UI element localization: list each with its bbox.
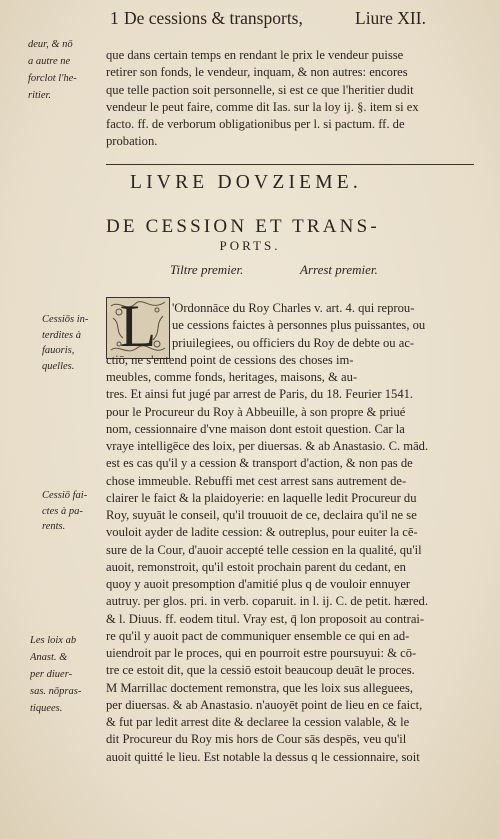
margin-note-line: ctes à pa- [42,505,83,517]
margin-note-line: tiquees. [30,703,63,714]
text-line: clairer le faict & la plaidoyerie: en laquelle ledit Procureur du [106,490,417,505]
margin-note-line: Cessiōs in- [42,314,89,325]
margin-note-line: fauoris, [42,345,75,356]
title-label: Tiltre premier. [170,262,244,277]
running-title: De cessions & transports, [124,8,303,28]
section-heading: DE CESSION ET TRANS- [106,216,380,237]
text-line: pour le Procureur du Roy à Abbeuille, à son propre & priué [106,404,406,419]
text-line: retirer son fonds, le vendeur, inquam, & non autres: encores [106,65,408,80]
margin-note-line: Cessiō fai- [42,490,88,501]
margin-note-cessions-forbidden [42,312,88,374]
margin-note-line: rents. [42,521,66,532]
top-paragraph [106,47,474,151]
main-paragraph [106,300,474,766]
text-line: vraye intelligēce des loix, per diuersas. & ab Anastasio. C. mād. [106,439,429,453]
margin-note-line: Les loix ab [30,635,77,646]
text-line: re qu'il y auoit pact de communiquer ensemble ce qui en ad- [106,628,410,643]
margin-note-line: deur, & nō [28,39,73,50]
text-line: que dans certain temps en rendant le prix le vendeur puisse [106,48,404,62]
margin-note-laws [30,632,81,717]
margin-note-line: sas. nōpras- [30,686,82,697]
text-line: probation. [106,134,158,149]
text-line: 'Ordonnāce du Roy Charles v. art. 4. qui reprou- [172,301,415,315]
text-line: tre ce estoit dit, que la cessiō estoit beaucoup deuāt le proces. [106,663,415,678]
margin-note-heir [28,36,77,104]
margin-note-line: ritier. [28,90,52,101]
text-line: tres. Et ainsi fut jugé par arrest de Paris, du 18. Feurier 1541. [106,387,414,402]
text-line: dit Procureur du Roy mis hors de Cour sās despēs, veu qu'il [106,732,407,747]
arrest-label: Arrest premier. [300,262,378,277]
margin-note-line: Anast. & [30,652,68,663]
text-line: facto. ff. de verborum obligationibus per l. si pactum. ff. de [106,117,405,131]
margin-note-line: terdites à [42,329,81,341]
text-line: per diuersas. & ab Anastasio. n'auoyēt point de lieu en ce faict, [106,697,423,712]
text-line: sure de la Cour, d'auoir accepté telle cession en la qualité, qu'il [106,542,422,557]
text-line: autruy. per glos. pri. in verb. coparuit. in l. ij. C. de petit. hæred. [106,594,429,609]
text-line: nom, cessionnaire d'vne maison dont estoit question. Car la [106,421,405,436]
text-line: ue cessions faictes à personnes plus puissantes, ou [172,318,426,333]
book-number: Liure XII. [355,8,426,28]
text-line: & l. Diuus. ff. eodem titul. Vray est, q̄ lon proposoit au contrai- [106,611,425,626]
text-line: que telle paction soit personnelle, si est ce que l'heritier dudit [106,82,414,97]
text-line: chose immeuble. Rebuffi met cest arrest sans autrement de- [106,473,407,488]
text-line: uiendroit par le proces, qui en pourroit estre poursuyui: & cō- [106,646,417,660]
divider-rule [106,164,474,165]
text-line: priuilegiees, ou officiers du Roy de debte ou ac- [172,335,415,350]
text-line: M Marrillac doctement remonstra, que les loix sus alleguees, [106,680,414,695]
dropcap-letter: L [119,293,157,359]
text-line: meubles, comme fonds, heritages, maisons, & au- [106,370,358,384]
text-line: quoy y auoit presomption d'amitié plus q de vouloir ennuyer [106,577,411,591]
margin-note-line: per diuer- [30,669,73,680]
section-heading-continued: PORTS. [219,238,281,253]
text-line: ctiō, ne s'entend point de cessions des choses im- [106,352,354,367]
text-line: est es cas qu'il y a cession & transport d'action, & non pas de [106,456,413,471]
margin-note-line: forclot l'he- [28,73,77,84]
text-line: auoit quitté le lieu. Est notable la dessus q le cessionnaire, soit [106,749,420,764]
text-line: vouloit ayder de ladite cession: & outreplus, pour euiter la cē- [106,525,418,540]
text-line: Roy, suyuāt le conseil, qu'il trouuoit de ce, declaira qu'il ne se [106,508,417,522]
page-number: 1 [110,8,119,28]
text-line: & fut par ledit arrest dite & declaree la cession valable, & le [106,715,410,729]
text-line: auoit, remonstroit, qu'il estoit prochain parent du cedant, en [106,559,406,574]
margin-note-line: quelles. [42,360,75,372]
running-header [110,8,490,30]
margin-note-line: a autre ne [28,56,71,67]
book-heading: LIVRE DOVZIEME. [130,172,362,193]
text-line: vendeur le peut faire, comme dit Ias. sur la loy ij. §. item si ex [106,99,419,114]
margin-note-cessions-relatives [42,488,87,535]
